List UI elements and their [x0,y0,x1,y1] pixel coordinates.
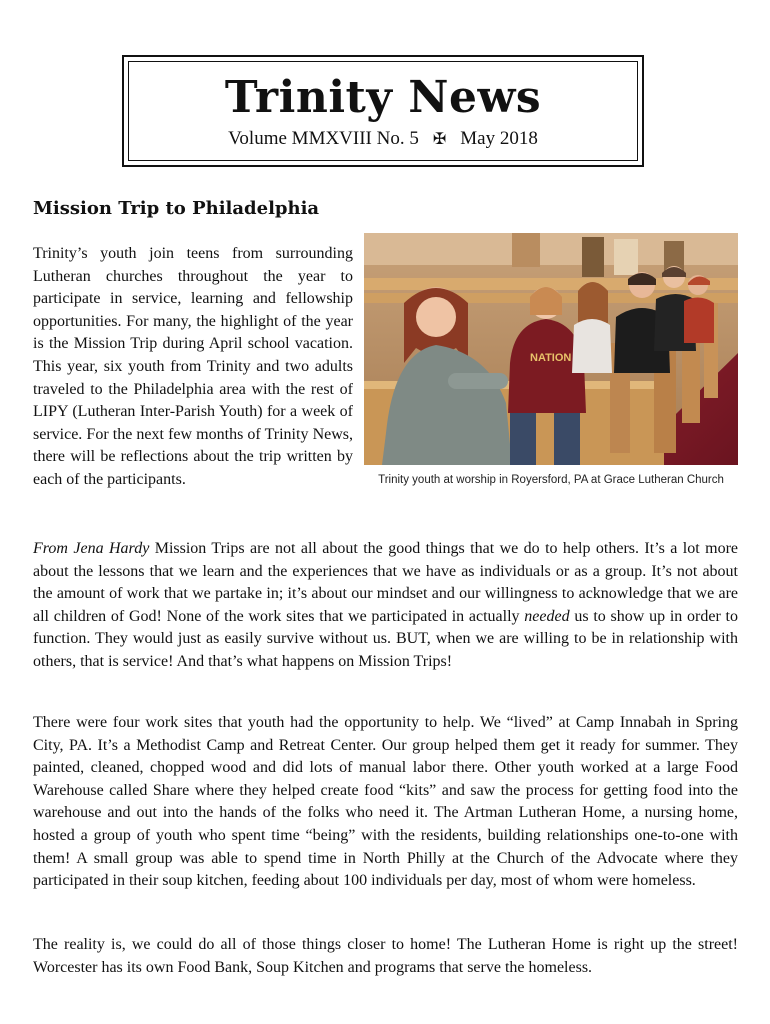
issue-date: May 2018 [460,128,538,149]
photo-caption: Trinity youth at worship in Royersford, PA at Grace Lutheran Church [378,474,724,486]
youth-group-photo [364,233,738,465]
article-headline: Mission Trip to Philadelphia [33,198,320,219]
newsletter-title: Trinity News [224,72,542,123]
cross-icon: ✠ [432,131,447,148]
sweatshirt-text: NATION [530,352,572,364]
intro-paragraph: Trinity’s youth join teens from surrounding Lutheran churches throughout the year to participate in service, learning and fellowship opportunities. For many, the highlight of the year is the Mission Trip during April school vacation. This year, six youth from Trinity and two adults traveled to the Philadelphia area with the rest of LIPY (Lutheran Inter-Parish Youth) for a week of service. For the next few months of Trinity News, there will be reflections about the trip written by each of the participants. [33,245,353,488]
reflection-text-part2: us to show up in order to function. They would just as easily survive without us. BUT, when we are willing to be in relationship with others, that is service! And that’s what happens on Mission Trips! [33,607,738,670]
masthead-inner-frame [128,61,638,161]
work-sites-paragraph: There were four work sites that youth had the opportunity to help. We “lived” at Camp Innabah in Spring City, PA. It’s a Methodist Camp and Retreat Center. Our group helped them get it ready for summer. They painted, cleaned, chopped wood and did lots of manual labor there. Other youth worked at a large Food Warehouse called Share where they helped create food “kits” and saw the process for getting food into the warehouse and out into the hands of the folks who need it. The Artman Lutheran Home, a nursing home, hosted a group of youth who spent time “being” with the residents, building relationships one-to-one with them! A small group was able to spend time in North Philly at the Church of the Advocate where they participated in their soup kitchen, feeding about 100 individuals per day, most of whom were homeless. [33,714,738,890]
reflection-text-part1: Mission Trips are not all about the good things that we do to help others. It’s a lot more about the lessons that we learn and the experiences that we have as individuals or as a group. It’s not about the amount of work that we partake in; it’s about our mindset and our willingness to acknowledge that we are all children of God! None of the work sites that we participated in actually [33,540,738,625]
photo-illustration [364,233,738,465]
volume-number: Volume MMXVIII No. 5 [228,128,419,149]
reflection-paragraph [33,538,738,674]
masthead [122,55,644,167]
emphasis-needed: needed [524,607,570,625]
byline: From Jena Hardy [33,540,150,557]
issue-line [129,128,637,150]
closing-paragraph: The reality is, we could do all of those things closer to home! The Lutheran Home is right up the street! Worcester has its own Food Bank, Soup Kitchen and programs that serve the homeless. [33,936,738,976]
